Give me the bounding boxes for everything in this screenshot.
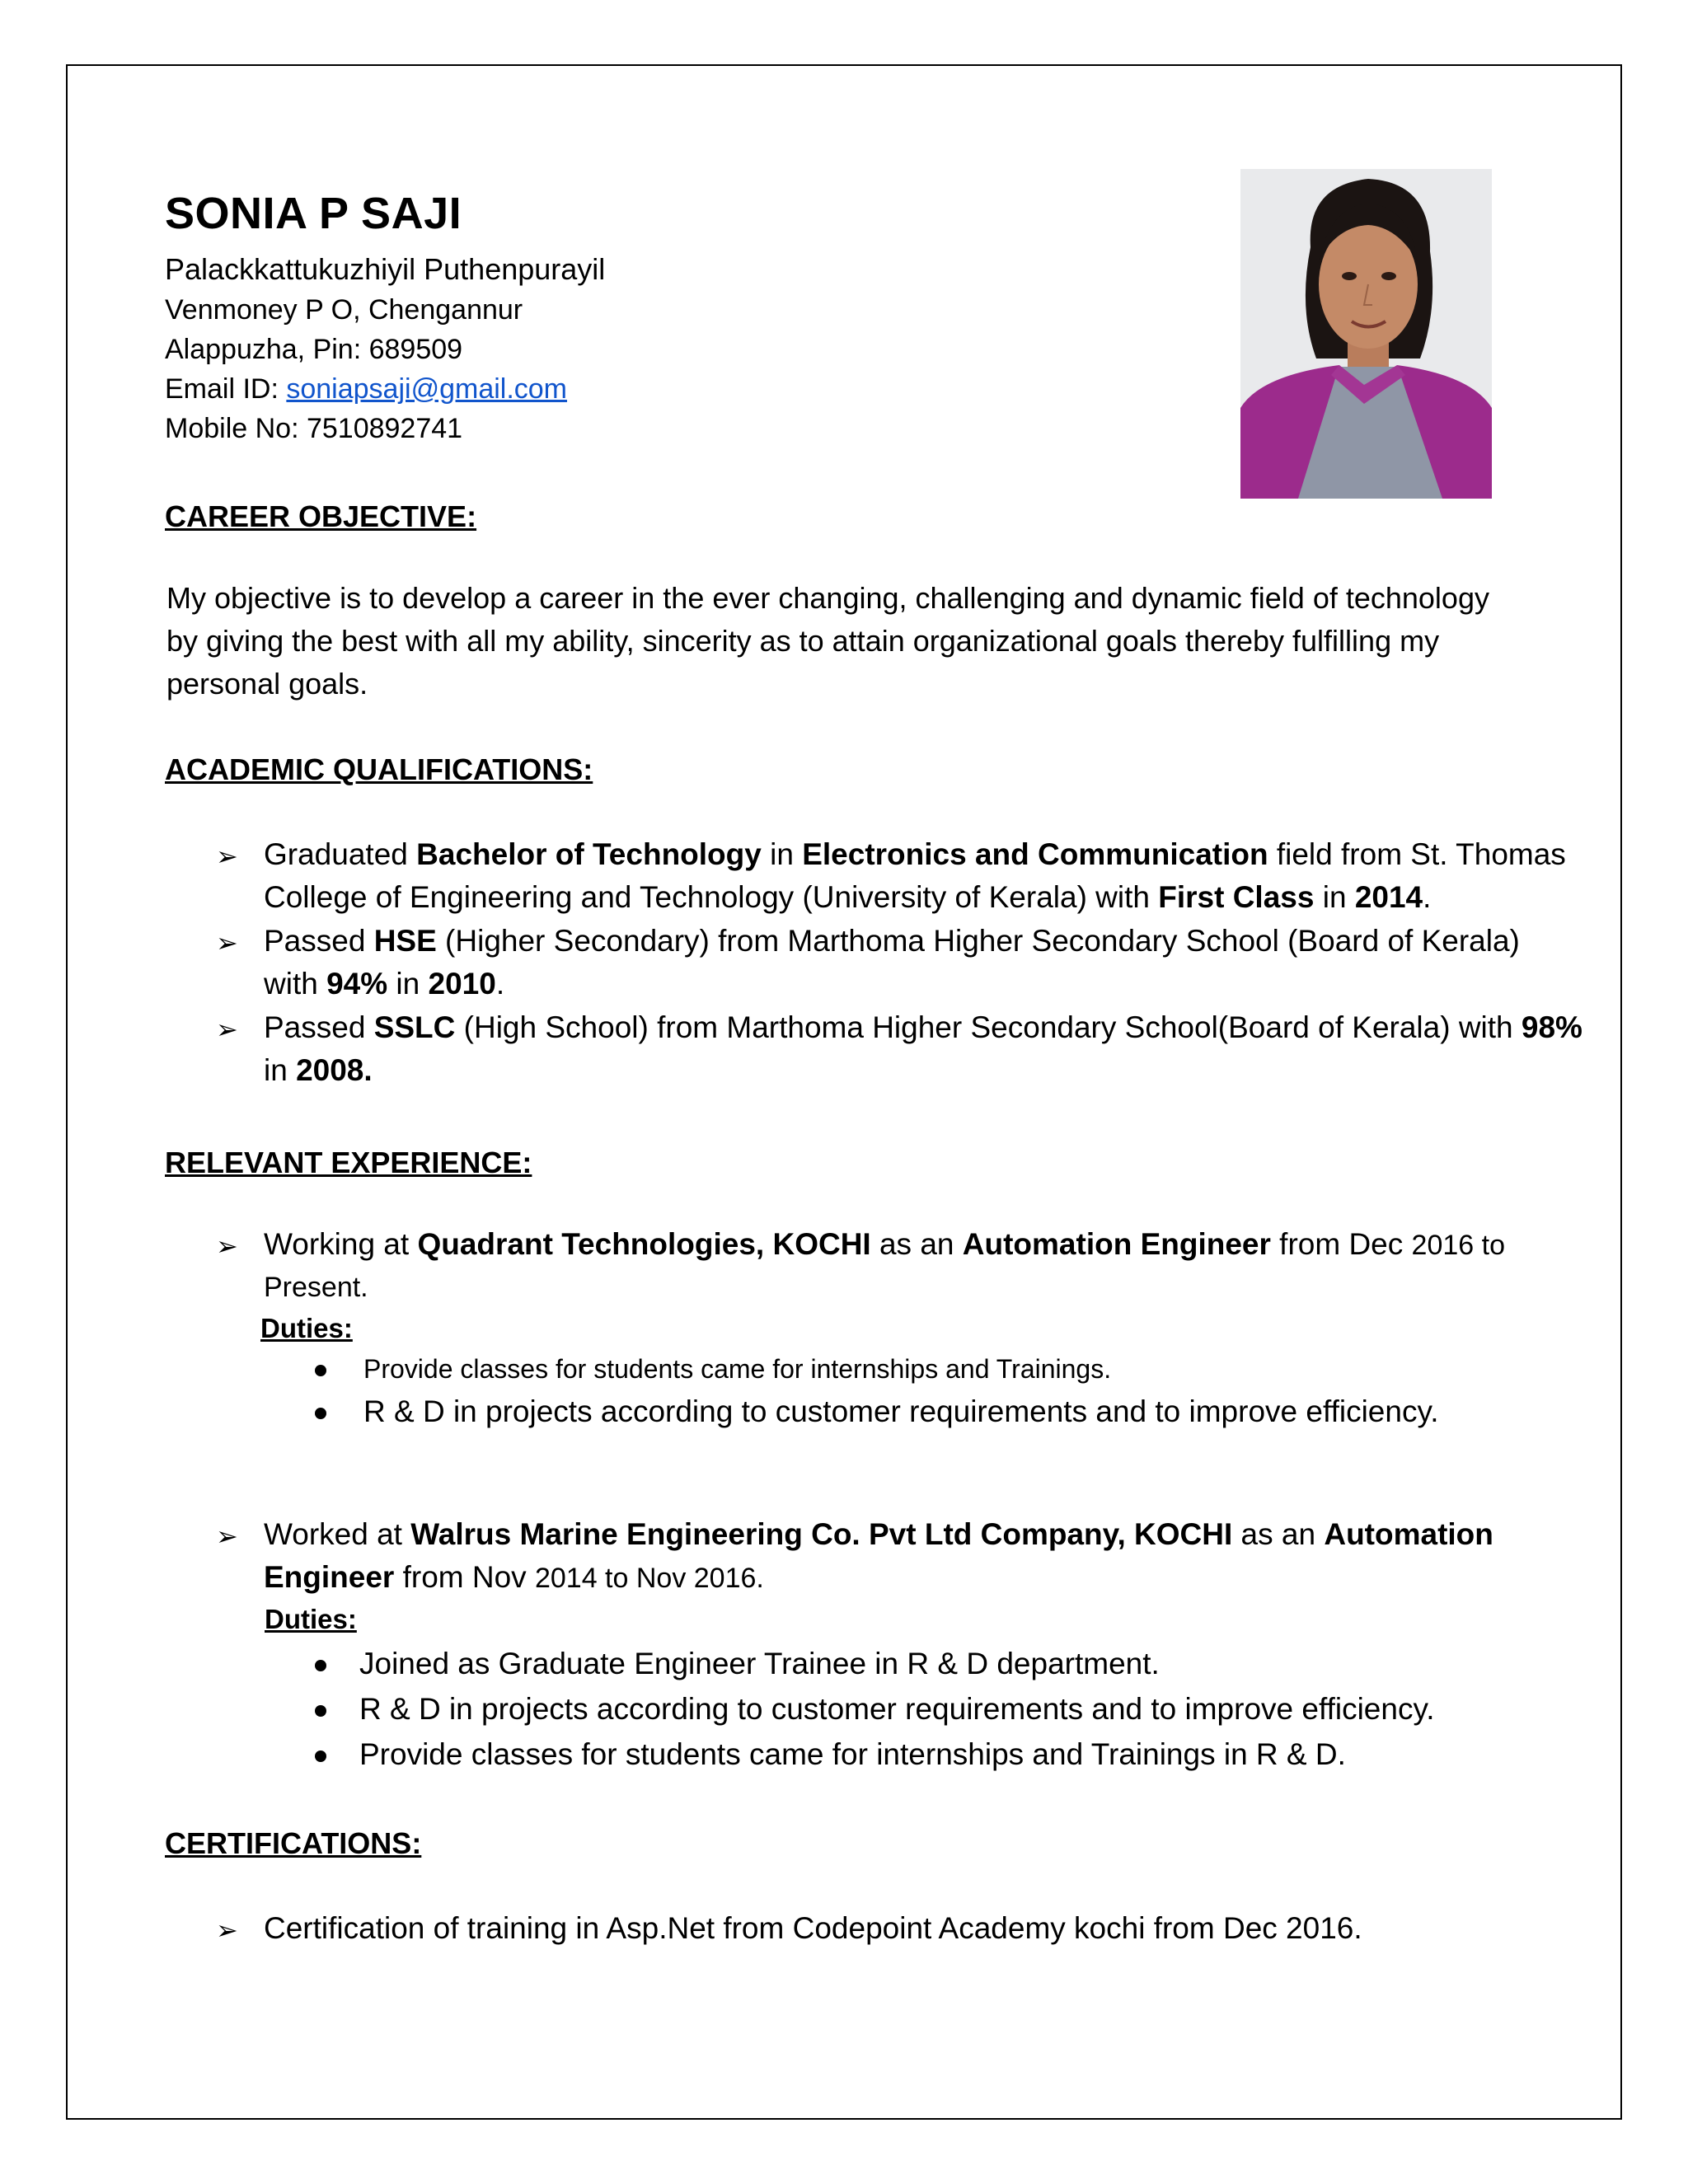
job-2-line-1 [264, 1517, 1493, 1552]
job-2-duties-label: Duties: [265, 1604, 357, 1634]
career-objective-line: by giving the best with all my ability, sincerity as to attain organizational goals thereby fulfilling my [166, 624, 1440, 658]
job-1-duty-1: Provide classes for students came for internships and Trainings. [363, 1354, 1112, 1384]
bullet-dot-icon [315, 1705, 326, 1717]
mobile-row [165, 413, 462, 445]
text: College of Engineering and Technology (University of Kerala) with [264, 880, 1159, 914]
text: field from St. Thomas [1268, 837, 1566, 871]
role: Engineer [264, 1560, 395, 1594]
academic-item-3-line-2 [264, 1053, 373, 1088]
bullet-dot-icon [315, 1365, 326, 1376]
academic-item-1-line-1 [264, 837, 1566, 872]
arrow-bullet-icon: ➢ [216, 1915, 238, 1945]
email-row [165, 373, 567, 405]
qualification: SSLC [373, 1010, 456, 1044]
arrow-bullet-icon: ➢ [216, 1015, 238, 1044]
arrow-bullet-icon: ➢ [216, 928, 238, 958]
text: Passed [264, 924, 374, 958]
text: in [387, 967, 429, 1001]
arrow-bullet-icon: ➢ [216, 841, 238, 871]
career-objective-line: personal goals. [166, 667, 368, 701]
mobile-number: 7510892741 [306, 413, 463, 444]
text: . [495, 967, 505, 1001]
bullet-dot-icon [315, 1660, 326, 1671]
profile-photo-portrait [1240, 169, 1492, 499]
job-2-duty-3: Provide classes for students came for internships and Trainings in R & D. [359, 1737, 1346, 1771]
text: (High School) from Marthoma Higher Secondary School(Board of Kerala) with [455, 1010, 1522, 1044]
academic-heading: ACADEMIC QUALIFICATIONS: [165, 752, 593, 786]
year: 2010 [428, 967, 496, 1001]
text: 2014 to Nov 2016. [534, 1563, 764, 1594]
experience-heading: RELEVANT EXPERIENCE: [165, 1146, 532, 1179]
qualification: HSE [373, 924, 437, 958]
text: Graduated [264, 837, 417, 871]
job-1-line-1 [264, 1227, 1505, 1262]
address-line-3: Alappuzha, Pin: 689509 [165, 334, 463, 365]
text: from Dec [1270, 1227, 1412, 1261]
academic-item-3-line-1 [264, 1010, 1582, 1045]
job-2-duty-2: R & D in projects according to customer requirements and to improve efficiency. [359, 1692, 1435, 1726]
certification-item-1: Certification of training in Asp.Net from Codepoint Academy kochi from Dec 2016. [264, 1911, 1362, 1945]
mobile-label: Mobile No: [165, 413, 307, 444]
job-1-duty-2: R & D in projects according to customer requirements and to improve efficiency. [363, 1394, 1439, 1428]
bullet-dot-icon [315, 1408, 326, 1419]
text: (Higher Secondary) from Marthoma Higher Secondary School (Board of Kerala) [436, 924, 1520, 958]
profile-photo [1240, 169, 1492, 499]
role: Automation [1324, 1517, 1493, 1551]
text: as an [1232, 1517, 1325, 1551]
text: Worked at [264, 1517, 411, 1551]
arrow-bullet-icon: ➢ [216, 1521, 238, 1551]
degree: Bachelor of Technology [416, 837, 762, 871]
company: Quadrant Technologies, KOCHI [417, 1227, 871, 1261]
career-objective-line: My objective is to develop a career in the ever changing, challenging and dynamic field of technology [166, 581, 1489, 615]
email-label: Email ID: [165, 373, 287, 405]
score: 94% [326, 967, 388, 1001]
text: in [761, 837, 803, 871]
company: Walrus Marine Engineering Co. Pvt Ltd Company, KOCHI [410, 1517, 1233, 1551]
year: 2014 [1354, 880, 1423, 914]
text: as an [870, 1227, 963, 1261]
academic-item-2-line-2 [264, 967, 504, 1001]
text: Working at [264, 1227, 418, 1261]
career-objective-text [166, 577, 1568, 705]
branch: Electronics and Communication [802, 837, 1268, 871]
academic-item-1-line-2 [264, 880, 1431, 915]
bullet-dot-icon [315, 1750, 326, 1762]
score: 98% [1521, 1010, 1582, 1044]
address-line-2: Venmoney P O, Chengannur [165, 294, 523, 326]
email-link[interactable]: soniapsaji@gmail.com [286, 373, 568, 405]
text: 2016 to [1411, 1230, 1505, 1261]
academic-item-2-line-1 [264, 924, 1520, 958]
job-2-line-2 [264, 1560, 764, 1595]
certifications-heading: CERTIFICATIONS: [165, 1826, 422, 1860]
candidate-name: SONIA P SAJI [165, 189, 462, 238]
text: Passed [264, 1010, 374, 1044]
arrow-bullet-icon: ➢ [216, 1231, 238, 1261]
job-2-duty-1: Joined as Graduate Engineer Trainee in R & D department. [359, 1647, 1160, 1680]
career-objective-heading: CAREER OBJECTIVE: [165, 499, 477, 533]
text: with [264, 967, 327, 1001]
role: Automation Engineer [962, 1227, 1271, 1261]
text: in [1314, 880, 1355, 914]
job-1-line-2: Present. [264, 1272, 368, 1303]
text: from Nov [394, 1560, 535, 1594]
text: in [264, 1053, 297, 1087]
text: . [1423, 880, 1432, 914]
year: 2008. [296, 1053, 373, 1087]
job-1-duties-label: Duties: [260, 1313, 353, 1343]
grade: First Class [1158, 880, 1315, 914]
address-line-1: Palackkattukuzhiyil Puthenpurayil [165, 252, 606, 286]
